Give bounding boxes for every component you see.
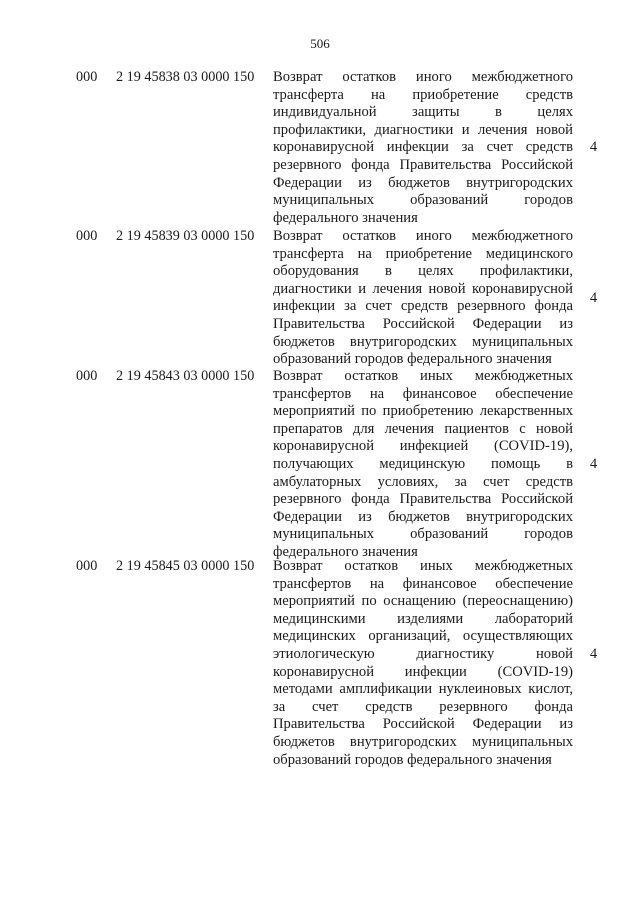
- budget-classification-code: 2 19 45839 03 0000 150: [116, 228, 255, 244]
- description-line: этиологическую диагностику новой: [273, 645, 573, 662]
- description-line: препаратов для лечения пациентов с новой: [273, 420, 573, 437]
- description-line: оборудования в целях профилактики,: [273, 263, 573, 280]
- description-line: индивидуальной защиты в целях: [273, 104, 573, 121]
- description-line: получающих медицинскую помощь в: [273, 455, 573, 472]
- description-line: мероприятий по приобретению лекарственных: [273, 403, 573, 420]
- description-line: диагностики и лечения новой коронавирусной: [273, 280, 573, 297]
- budget-classification-code: 2 19 45845 03 0000 150: [116, 558, 255, 574]
- description: [273, 558, 573, 769]
- description-line: медицинскими изделиями лабораторий: [273, 610, 573, 627]
- admin-code: 000: [76, 368, 98, 384]
- description-line: бюджетов внутригородских муниципальных: [273, 333, 573, 350]
- description: [273, 69, 573, 227]
- description-line: амбулаторных условиях, за счет средств: [273, 473, 573, 490]
- amount-value: 4: [590, 139, 598, 156]
- description-line: коронавирусной инфекции за счет средств: [273, 139, 573, 156]
- description-line: профилактики, диагностики и лечения новой: [273, 121, 573, 138]
- amount-value: 4: [590, 456, 598, 472]
- admin-code: 000: [76, 69, 98, 85]
- description-line: Возврат остатков иных межбюджетных: [273, 368, 573, 384]
- description-line: инфекции за счет средств резервного фонда: [273, 298, 573, 315]
- admin-code: 000: [76, 228, 98, 244]
- description-line: трансфертов на финансовое обеспечение: [273, 575, 573, 592]
- budget-classification-code: 2 19 45838 03 0000 150: [116, 69, 255, 85]
- description-line: образований городов федерального значения: [273, 351, 552, 368]
- description-line: образований городов федерального значения: [273, 751, 552, 768]
- description: [273, 228, 573, 369]
- description-line: мероприятий по оснащению (переоснащению): [273, 593, 573, 610]
- description-line: Правительства Российской Федерации из: [273, 315, 573, 332]
- description-line: федерального значения: [273, 543, 418, 560]
- budget-classification-code: 2 19 45843 03 0000 150: [116, 368, 255, 384]
- admin-code: 000: [76, 558, 98, 574]
- amount-value: 4: [590, 289, 598, 306]
- description-line: резервного фонда Правительства Российской: [273, 156, 573, 173]
- description-line: Возврат остатков иных межбюджетных: [273, 558, 573, 574]
- description-line: методами амплификации нуклеиновых кислот,: [273, 681, 573, 698]
- description-line: Правительства Российской Федерации из: [273, 716, 573, 733]
- description-line: трансфертов на финансовое обеспечение: [273, 385, 573, 402]
- description-line: Федерации из бюджетов внутригородских: [273, 508, 573, 525]
- description-line: Возврат остатков иного межбюджетного: [273, 69, 573, 85]
- description-line: за счет средств резервного фонда: [273, 698, 573, 715]
- description-line: трансферта на приобретение средств: [273, 86, 573, 103]
- description-line: трансферта на приобретение медицинского: [273, 245, 573, 262]
- amount-value: 4: [590, 646, 598, 662]
- description-line: муниципальных образований городов: [273, 526, 573, 543]
- description-line: коронавирусной инфекцией (COVID-19),: [273, 438, 573, 455]
- description-line: Федерации из бюджетов внутригородских: [273, 174, 573, 191]
- description-line: муниципальных образований городов: [273, 192, 573, 209]
- description-line: Возврат остатков иного межбюджетного: [273, 228, 573, 244]
- description-line: резервного фонда Правительства Российской: [273, 491, 573, 508]
- description-line: федерального значения: [273, 209, 418, 226]
- page-number: 506: [310, 36, 330, 51]
- description-line: бюджетов внутригородских муниципальных: [273, 733, 573, 750]
- description-line: коронавирусной инфекции (COVID-19): [273, 663, 573, 680]
- description-line: медицинских организаций, осуществляющих: [273, 628, 573, 645]
- description: [273, 368, 573, 562]
